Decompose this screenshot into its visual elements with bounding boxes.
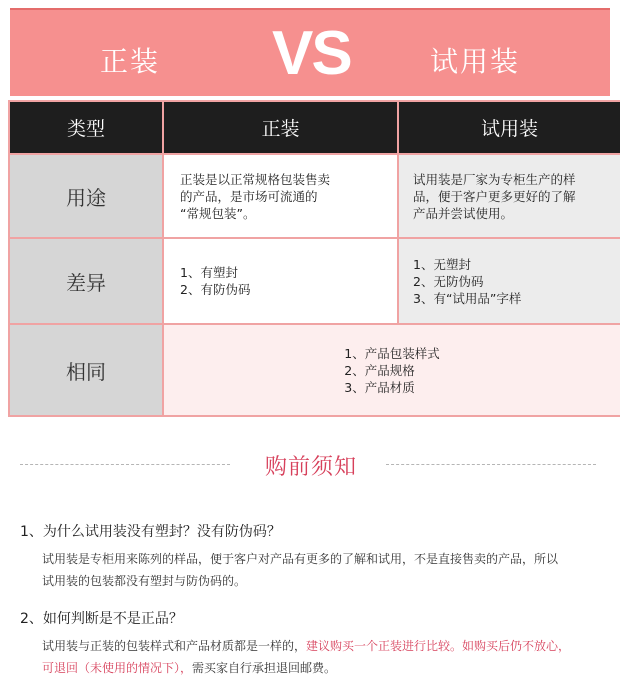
faq-answer bbox=[42, 548, 612, 592]
faq-answer bbox=[42, 635, 612, 679]
header-full-size: 正装 bbox=[163, 101, 398, 154]
answer-text: 试用装与正装的包装样式和产品材质都是一样的， bbox=[42, 639, 307, 653]
difference-full-size bbox=[163, 238, 398, 324]
banner-vs-label: VS bbox=[272, 19, 351, 88]
answer-line bbox=[42, 657, 612, 679]
usage-trial-size bbox=[398, 154, 620, 238]
header-trial-size: 试用装 bbox=[398, 101, 620, 154]
faq-item bbox=[20, 608, 610, 675]
notice-title: 购前须知 bbox=[264, 455, 357, 480]
comparison-banner bbox=[10, 8, 610, 96]
cell-line: 试用装是厂家为专柜生产的样 bbox=[413, 171, 576, 187]
usage-full-size bbox=[163, 154, 398, 238]
answer-highlight: 可退回（未使用的情况下）， bbox=[42, 661, 193, 675]
cell-line: 2、产品规格 bbox=[344, 362, 415, 378]
cell-line: 的产品，是市场可流通的 bbox=[180, 188, 318, 204]
row-label-difference: 差异 bbox=[9, 238, 163, 324]
answer-line: 试用装的包装都没有塑封与防伪码的。 bbox=[42, 574, 247, 588]
divider bbox=[386, 464, 596, 465]
cell-line: 3、有“试用品”字样 bbox=[413, 290, 522, 306]
banner-right-label: 试用装 bbox=[430, 45, 521, 78]
answer-highlight: 建议购买一个正装进行比较。如购买后仍不放心， bbox=[306, 639, 571, 653]
cell-line: “常规包装”。 bbox=[180, 205, 256, 221]
difference-trial-size bbox=[398, 238, 620, 324]
answer-line: 试用装是专柜用来陈列的样品，便于客户对产品有更多的了解和试用，不是直接售卖的产品，所以 bbox=[42, 552, 559, 566]
same-list bbox=[344, 345, 439, 396]
table-row bbox=[9, 324, 620, 416]
cell-line: 2、无防伪码 bbox=[413, 273, 484, 289]
comparison-table bbox=[8, 100, 620, 417]
cell-line: 3、产品材质 bbox=[344, 379, 415, 395]
faq-question: 1、为什么试用装没有塑封？没有防伪码？ bbox=[20, 524, 281, 540]
banner-left-label: 正装 bbox=[100, 45, 161, 78]
cell-line: 2、有防伪码 bbox=[180, 282, 251, 297]
cell-line: 1、无塑封 bbox=[413, 256, 471, 272]
same-both bbox=[163, 324, 620, 416]
cell-line: 1、有塑封 bbox=[180, 265, 238, 280]
header-type: 类型 bbox=[9, 101, 163, 154]
cell-line: 1、产品包装样式 bbox=[344, 345, 440, 361]
cell-line: 产品并尝试使用。 bbox=[413, 205, 514, 221]
table-row bbox=[9, 154, 620, 238]
faq-question: 2、如何判断是不是正品？ bbox=[20, 611, 183, 627]
notice-heading bbox=[0, 450, 620, 480]
table-row bbox=[9, 238, 620, 324]
table-header-row bbox=[9, 101, 620, 154]
divider bbox=[20, 464, 230, 465]
answer-line bbox=[42, 635, 612, 657]
row-label-same: 相同 bbox=[9, 324, 163, 416]
faq-item bbox=[20, 521, 610, 588]
row-label-usage: 用途 bbox=[9, 154, 163, 238]
cell-line: 品，便于客户更多更好的了解 bbox=[413, 188, 576, 204]
cell-line: 正装是以正常规格包装售卖 bbox=[180, 171, 331, 187]
answer-text: 需买家自行承担退回邮费。 bbox=[192, 661, 337, 675]
